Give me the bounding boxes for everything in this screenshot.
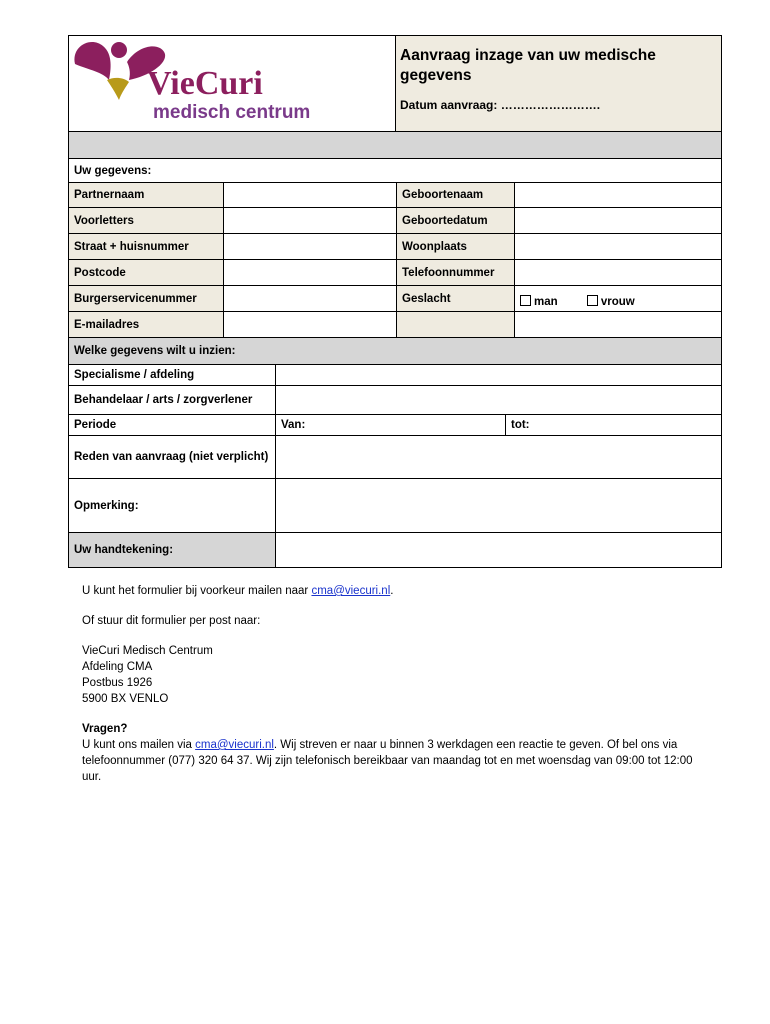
gender-option-man[interactable] — [520, 296, 558, 308]
label-geboortenaam: Geboortenaam — [397, 183, 515, 208]
label-geboortedatum: Geboortedatum — [397, 208, 515, 234]
request-table — [68, 337, 722, 568]
address-line: Postbus 1926 — [82, 677, 153, 689]
input-periode-tot[interactable] — [506, 415, 722, 436]
instructions — [82, 583, 712, 785]
address-block — [82, 643, 712, 707]
label-opmerking: Opmerking: — [69, 479, 276, 533]
input-telefoonnummer[interactable] — [515, 260, 722, 286]
questions-pre: U kunt ons mailen via — [82, 739, 196, 751]
label-geslacht: Geslacht — [397, 286, 515, 312]
input-specialisme[interactable] — [276, 365, 722, 386]
input-handtekening[interactable] — [276, 533, 722, 568]
questions-text — [82, 737, 712, 785]
label-specialisme: Specialisme / afdeling — [69, 365, 276, 386]
mail-instruction — [82, 583, 712, 599]
mail-end: . — [390, 585, 394, 597]
request-date: Datum aanvraag: ……………………. — [400, 98, 601, 112]
form-frame — [68, 35, 721, 568]
gray-divider — [69, 132, 722, 159]
input-geboortenaam[interactable] — [515, 183, 722, 208]
label-tot: tot: — [511, 419, 530, 431]
label-telefoonnummer: Telefoonnummer — [397, 260, 515, 286]
mail-link[interactable]: cma@viecuri.nl — [311, 585, 391, 597]
label-behandelaar: Behandelaar / arts / zorgverlener — [69, 386, 276, 415]
label-periode: Periode — [69, 415, 276, 436]
document-title: Aanvraag inzage van uw medische gegevens — [400, 47, 656, 84]
gender-option-vrouw[interactable] — [587, 296, 635, 308]
request-section-label: Welke gegevens wilt u inzien: — [69, 338, 722, 365]
label-handtekening: Uw handtekening: — [69, 533, 276, 568]
logo-cell — [69, 36, 396, 132]
input-postcode[interactable] — [224, 260, 397, 286]
label-voorletters: Voorletters — [69, 208, 224, 234]
input-reden[interactable] — [276, 436, 722, 479]
label-straat: Straat + huisnummer — [69, 234, 224, 260]
input-voorletters[interactable] — [224, 208, 397, 234]
post-instruction: Of stuur dit formulier per post naar: — [82, 615, 261, 627]
personal-table — [68, 131, 722, 338]
questions-title: Vragen? — [82, 723, 128, 735]
input-periode-van[interactable] — [276, 415, 506, 436]
title-cell — [396, 36, 722, 132]
empty-input-cell — [515, 312, 722, 338]
checkbox-icon[interactable] — [587, 295, 598, 306]
input-opmerking[interactable] — [276, 479, 722, 533]
label-van: Van: — [281, 419, 306, 431]
gender-label-vrouw: vrouw — [600, 296, 635, 308]
logo-subtitle: medisch centrum — [153, 102, 311, 123]
viecuri-logo — [69, 36, 389, 130]
label-reden: Reden van aanvraag (niet verplicht) — [69, 436, 276, 479]
gender-options — [515, 286, 722, 312]
input-behandelaar[interactable] — [276, 386, 722, 415]
input-partnernaam[interactable] — [224, 183, 397, 208]
checkbox-icon[interactable] — [520, 295, 531, 306]
input-woonplaats[interactable] — [515, 234, 722, 260]
personal-section-label: Uw gegevens: — [69, 159, 722, 183]
logo-name: VieCuri — [147, 65, 263, 102]
input-geboortedatum[interactable] — [515, 208, 722, 234]
label-woonplaats: Woonplaats — [397, 234, 515, 260]
input-straat[interactable] — [224, 234, 397, 260]
label-emailadres: E-mailadres — [69, 312, 224, 338]
questions-post: . Wij streven er naar u binnen 3 werkdagen een reactie te geven. Of bel ons via telefoonnummer (077) 320 64 37. Wij zijn telefonisch bereikbaar van maandag tot en met woensdag van 09:00 tot 12:00 uur. — [82, 739, 693, 783]
header-table — [68, 35, 722, 132]
questions-mail-link[interactable]: cma@viecuri.nl — [195, 739, 274, 751]
address-line: Afdeling CMA — [82, 661, 153, 673]
mail-text: U kunt het formulier bij voorkeur mailen naar — [82, 585, 312, 597]
address-line: 5900 BX VENLO — [82, 693, 169, 705]
empty-label-cell — [397, 312, 515, 338]
input-emailadres[interactable] — [224, 312, 397, 338]
label-burgerservicenummer: Burgerservicenummer — [69, 286, 224, 312]
gender-label-man: man — [534, 296, 558, 308]
input-burgerservicenummer[interactable] — [224, 286, 397, 312]
label-postcode: Postcode — [69, 260, 224, 286]
label-partnernaam: Partnernaam — [69, 183, 224, 208]
address-line: VieCuri Medisch Centrum — [82, 645, 213, 657]
